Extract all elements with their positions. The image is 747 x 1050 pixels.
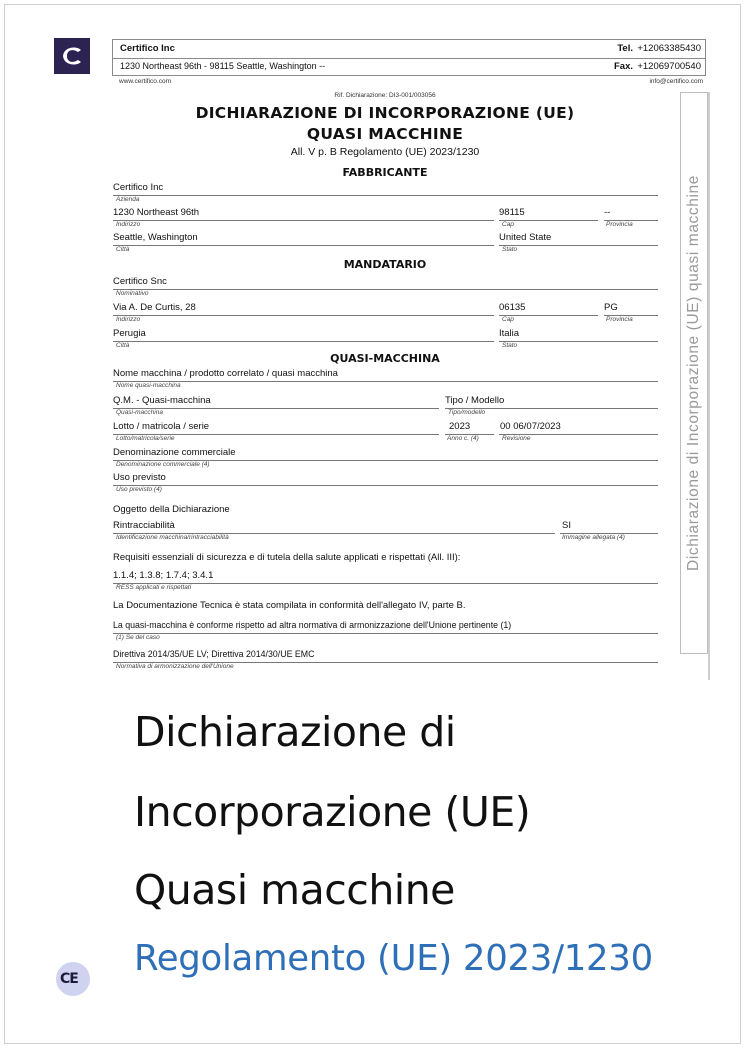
documentazione-text: La Documentazione Tecnica è stata compilata in conformità dell'allegato IV, parte B. [113, 600, 466, 611]
cap-caption: Cap [502, 221, 514, 228]
section-mandatario: MANDATARIO [343, 258, 427, 271]
cover-subtitle: Regolamento (UE) 2023/1230 [134, 938, 653, 979]
direttive-value: Direttiva 2014/35/UE LV; Direttiva 2014/30/UE EMC [113, 649, 315, 659]
certifico-logo-icon [54, 38, 90, 74]
nominativo-value: Certifico Snc [113, 276, 167, 287]
rule [499, 245, 658, 246]
rule [113, 381, 658, 382]
oggetto-label: Oggetto della Dichiarazione [113, 504, 230, 515]
citta-caption: Città [116, 246, 130, 253]
immagine-value: SI [562, 520, 571, 531]
conforme-text: La quasi-macchina è conforme rispetto ad altra normativa di armonizzazione dell'Unione pertinente (1) [113, 620, 512, 630]
header-box [112, 39, 706, 76]
cover-title-line-2: Incorporazione (UE) [134, 788, 531, 836]
section-quasi-macchina: QUASI-MACCHINA [330, 352, 440, 365]
indirizzo-caption: Indirizzo [116, 221, 141, 228]
email-link[interactable]: info@certifico.com [649, 78, 703, 85]
tipo-value: Tipo / Modello [445, 395, 505, 406]
qm-caption: Quasi-macchina [116, 409, 163, 416]
qm-value: Q.M. - Quasi-macchina [113, 395, 211, 406]
rule [113, 485, 658, 486]
rule [113, 220, 494, 221]
ce-mark-text: CE [60, 971, 78, 987]
mandatario-stato-value: Italia [499, 328, 520, 339]
citta-value: Seattle, Washington [113, 232, 198, 243]
mandatario-citta-caption: Città [116, 342, 130, 349]
azienda-value: Certifico Inc [113, 182, 164, 193]
azienda-caption: Azienda [116, 196, 140, 203]
company-name: Certifico Inc [120, 43, 175, 54]
mandatario-stato-caption: Stato [502, 342, 518, 349]
rule [113, 583, 658, 584]
fax-label: Fax. [613, 61, 633, 72]
anno-value: 2023 [449, 421, 471, 432]
denominazione-caption: Denominazione commerciale (4) [116, 461, 210, 468]
uso-caption: Uso previsto (4) [116, 486, 162, 493]
indirizzo-value: 1230 Northeast 96th [113, 207, 200, 218]
se-del-caso-caption: (1) Se del caso [116, 634, 160, 641]
mandatario-indirizzo-caption: Indirizzo [116, 316, 141, 323]
company-address: 1230 Northeast 96th - 98115 Seattle, Washington -- [120, 61, 326, 71]
revisione-value: 00 06/07/2023 [500, 421, 561, 432]
cap-value: 98115 [499, 207, 525, 218]
rule [113, 341, 494, 342]
rule [113, 633, 658, 634]
requisiti-label: Requisiti essenziali di sicurezza e di tutela della salute applicati e rispettati (All. III): [113, 552, 461, 563]
lotto-caption: Lotto/matricola/serie [116, 435, 175, 442]
rintracciabilita-value: Rintracciabilità [113, 520, 175, 531]
rule [113, 245, 494, 246]
website-link[interactable]: www.certifico.com [119, 78, 172, 85]
lotto-value: Lotto / matricola / serie [113, 421, 210, 432]
nome-caption: Nome quasi-macchina [116, 382, 181, 389]
rule [113, 315, 494, 316]
denominazione-value: Denominazione commerciale [113, 447, 236, 458]
normativa-caption: Normativa di armonizzazione dell'Unione [116, 663, 234, 670]
rule [113, 289, 658, 290]
mandatario-indirizzo-value: Via A. De Curtis, 28 [113, 302, 196, 313]
tel-value: +12063385430 [637, 43, 701, 54]
side-label: Dichiarazione di Incorporazione (UE) quasi macchine [685, 175, 702, 571]
mandatario-cap-caption: Cap [502, 316, 514, 323]
stato-value: United State [499, 232, 552, 243]
nominativo-caption: Nominativo [116, 290, 149, 297]
tel-label: Tel. [617, 43, 633, 54]
uso-value: Uso previsto [113, 472, 166, 483]
mandatario-provincia-value: PG [604, 302, 618, 313]
nome-value: Nome macchina / prodotto correlato / quasi macchina [113, 368, 338, 379]
revisione-caption: Revisione [502, 435, 531, 442]
immagine-caption: Immagine allegata (4) [562, 534, 625, 541]
rule [499, 341, 658, 342]
anno-caption: Anno c. (4) [447, 435, 479, 442]
stato-caption: Stato [502, 246, 518, 253]
cover-title-line-3: Quasi macchine [134, 866, 455, 914]
tipo-caption: Tipo/modello [448, 409, 486, 416]
rintracciabilita-caption: Identificazione macchina/rintracciabilità [116, 534, 229, 541]
mandatario-provincia-caption: Provincia [606, 316, 633, 323]
provincia-caption: Provincia [606, 221, 633, 228]
rule [113, 195, 658, 196]
mandatario-citta-value: Perugia [113, 328, 146, 339]
cover-title-line-1: Dichiarazione di [134, 708, 456, 756]
document-title: DICHIARAZIONE DI INCORPORAZIONE (UE) [195, 104, 575, 122]
section-fabbricante: FABBRICANTE [342, 166, 428, 179]
ress-value: 1.1.4; 1.3.8; 1.7.4; 3.4.1 [113, 570, 214, 581]
ress-caption: RESS applicati e rispettati [116, 584, 192, 591]
document-subtitle: All. V p. B Regolamento (UE) 2023/1230 [290, 146, 480, 158]
mandatario-cap-value: 06135 [499, 302, 526, 313]
document-title-2: QUASI MACCHINE [306, 125, 464, 143]
fax-value: +12069700540 [637, 61, 701, 72]
declaration-reference: Rif. Dichiarazione: DI3-001/003056 [334, 92, 436, 99]
side-label-shadow [708, 92, 710, 680]
provincia-value: -- [604, 207, 611, 218]
